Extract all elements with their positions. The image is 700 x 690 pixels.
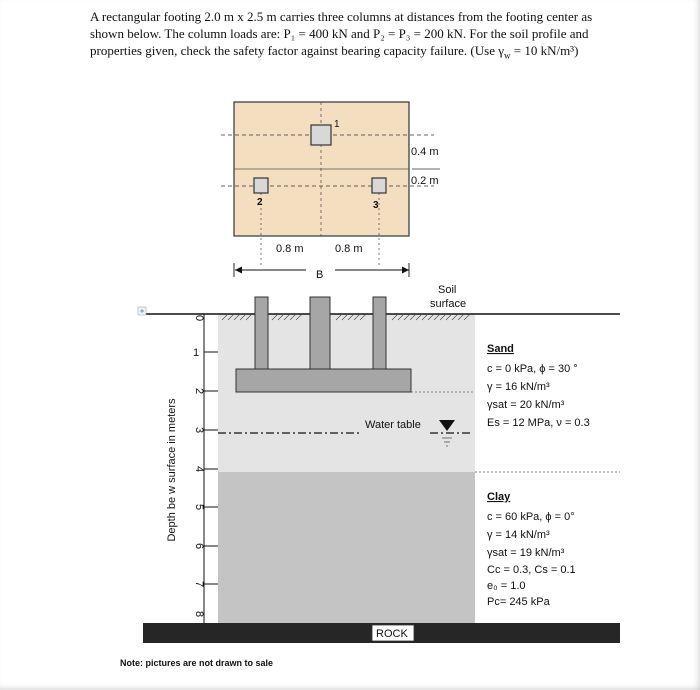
clay-title: Clay — [487, 491, 511, 503]
column-1-label: 1 — [334, 119, 340, 130]
soil-surface-label-1: Soil — [438, 284, 457, 296]
depth-ticks — [204, 352, 218, 584]
depth-7: 7 — [193, 580, 205, 588]
clay-line-6: Pc= 245 kPa — [487, 596, 550, 608]
sand-line-3: γsat = 20 kN/m³ — [487, 399, 565, 411]
column-2-plan — [254, 178, 268, 193]
dim-0.8m-left: 0.8 m — [276, 243, 304, 255]
clay-line-3: γsat = 19 kN/m³ — [487, 547, 565, 559]
column-1-section — [310, 297, 330, 369]
problem-line-2: shown below. The column loads are: P₁ = 400 kN and P₂ = P₃ = 200 kN. For the soil profile and — [90, 26, 589, 41]
width-label-B: B — [316, 269, 324, 281]
column-3-label: 3 — [373, 200, 379, 211]
water-table-label: Water table — [365, 419, 421, 431]
soil-surface-label-2: surface — [430, 298, 467, 310]
clay-line-5: e₀ = 1.0 — [487, 580, 526, 592]
rock-label: ROCK — [376, 628, 408, 640]
dim-0.2m: 0.2 m — [411, 175, 439, 187]
dim-0.4m: 0.4 m — [411, 146, 439, 158]
gamma-w-subscript: w — [503, 50, 511, 61]
depth-8: 8 — [193, 610, 205, 618]
problem-line-3-text: properties given, check the safety factor against bearing capacity failure. (Use γ — [90, 43, 504, 58]
dim-0.8m-right: 0.8 m — [335, 243, 363, 255]
depth-2: 2 — [193, 387, 205, 395]
clay-line-4: Cc = 0.3, Cs = 0.1 — [487, 564, 576, 576]
anchor-icon — [138, 307, 146, 315]
depth-6: 6 — [193, 542, 205, 550]
depth-1: 1 — [192, 347, 200, 359]
depth-4: 4 — [193, 465, 205, 473]
column-2-section — [255, 297, 268, 369]
sand-line-2: γ = 16 kN/m³ — [487, 381, 550, 393]
figure-note: Note: pictures are not drawn to sale — [120, 658, 274, 668]
sand-line-1: c = 0 kPa, ϕ = 30 ° — [487, 363, 578, 375]
problem-line-1: A rectangular footing 2.0 m x 2.5 m carries three columns at distances from the footing center as — [90, 9, 593, 24]
plan-view — [221, 102, 440, 281]
column-1-plan — [311, 125, 331, 145]
problem-line-3-end: = 10 kN/m³) — [510, 43, 579, 58]
depth-3: 3 — [193, 426, 205, 434]
column-3-plan — [372, 178, 386, 193]
clay-properties — [487, 491, 576, 608]
clay-layer — [218, 472, 475, 623]
depth-axis-label: Depth be w surface in meters — [166, 398, 178, 542]
sand-title: Sand — [487, 343, 514, 355]
column-3-section — [373, 297, 386, 369]
depth-5: 5 — [193, 503, 205, 511]
soil-profile — [138, 284, 620, 643]
clay-line-1: c = 60 kPa, ϕ = 0° — [487, 511, 575, 523]
footing-section — [236, 369, 411, 392]
depth-tick-labels — [193, 315, 205, 617]
column-2-label: 2 — [257, 197, 263, 208]
sand-properties — [487, 343, 590, 429]
clay-line-2: γ = 14 kN/m³ — [487, 529, 550, 541]
depth-0: 0 — [193, 314, 205, 322]
sand-line-4: Es = 12 MPa, ν = 0.3 — [487, 417, 590, 429]
